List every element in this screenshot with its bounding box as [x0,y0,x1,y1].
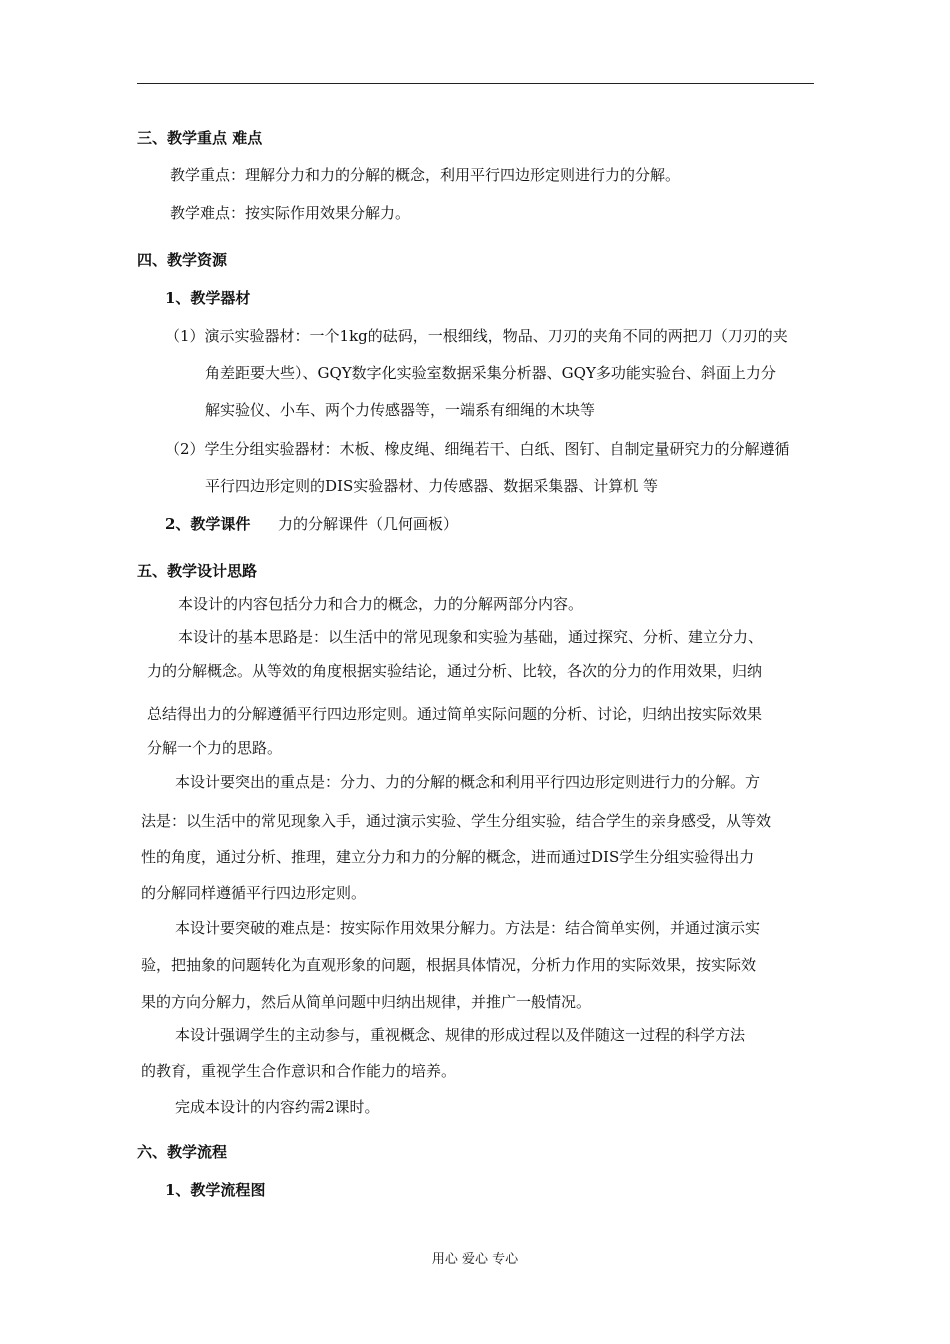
paragraph-2-line-3: 总结得出力的分解遵循平行四边形定则。通过简单实际问题的分析、讨论，归纳出按实际效果 [147,705,763,723]
header-rule [137,83,814,84]
paragraph-1: 本设计的内容包括分力和合力的概念，力的分解两部分内容。 [178,595,584,613]
equipment-item-1-line-2: 角差距要大些）、GQY数字化实验室数据采集分析器、GQY多功能实验台、斜面上力分 [205,364,776,382]
paragraph-3-line-3: 性的角度，通过分析、推理，建立分力和力的分解的概念，进而通过DIS学生分组实验得出力 [141,848,755,866]
paragraph-3-line-1: 本设计要突出的重点是：分力、力的分解的概念和利用平行四边形定则进行力的分解。方 [175,773,761,791]
paragraph-4-line-2: 验，把抽象的问题转化为直观形象的问题，根据具体情况，分析力作用的实际效果，按实际效 [141,956,757,974]
equipment-item-1-line-1: （1）演示实验器材：一个1kg的砝码，一根细线，物品、刀刃的夹角不同的两把刀（刀刃的夹 [165,327,788,345]
paragraph-2-line-4: 分解一个力的思路。 [147,739,283,757]
page-footer: 用心 爱心 专心 [431,1252,519,1267]
subsection-6-1-heading: 1、教学流程图 [165,1181,266,1199]
section-6-heading: 六、教学流程 [137,1143,228,1161]
paragraph-4-line-3: 果的方向分解力，然后从简单问题中归纳出规律，并推广一般情况。 [141,993,592,1011]
courseware-text: 力的分解课件（几何画板） [278,515,459,533]
paragraph-4-line-1: 本设计要突破的难点是：按实际作用效果分解力。方法是：结合简单实例，并通过演示实 [175,919,761,937]
paragraph-3-line-2: 法是：以生活中的常见现象入手，通过演示实验、学生分组实验，结合学生的亲身感受，从等效 [141,812,772,830]
equipment-item-1-line-3: 解实验仪、小车、两个力传感器等，一端系有细绳的木块等 [205,401,596,419]
section-5-heading: 五、教学设计思路 [137,562,258,580]
equipment-item-2-line-1: （2）学生分组实验器材：木板、橡皮绳、细绳若干、白纸、图钉、自制定量研究力的分解遵循 [165,440,790,458]
subsection-4-1-heading: 1、教学器材 [165,289,251,307]
paragraph-6: 完成本设计的内容约需2课时。 [175,1098,380,1116]
paragraph-3-line-4: 的分解同样遵循平行四边形定则。 [141,884,367,902]
paragraph-5-line-1: 本设计强调学生的主动参与，重视概念、规律的形成过程以及伴随这一过程的科学方法 [175,1026,746,1044]
section-3-heading: 三、教学重点 难点 [137,129,263,147]
paragraph-5-line-2: 的教育，重视学生合作意识和合作能力的培养。 [141,1062,457,1080]
key-point-text: 教学重点：理解分力和力的分解的概念，利用平行四边形定则进行力的分解。 [170,166,681,184]
paragraph-2-line-1: 本设计的基本思路是：以生活中的常见现象和实验为基础，通过探究、分析、建立分力、 [178,628,764,646]
subsection-4-2-heading: 2、教学课件 [165,515,251,533]
equipment-item-2-line-2: 平行四边形定则的DIS实验器材、力传感器、数据采集器、计算机 等 [205,477,658,495]
difficulty-text: 教学难点：按实际作用效果分解力。 [170,204,411,222]
section-4-heading: 四、教学资源 [137,251,228,269]
paragraph-2-line-2: 力的分解概念。从等效的角度根据实验结论，通过分析、比较，各次的分力的作用效果，归纳 [147,662,763,680]
